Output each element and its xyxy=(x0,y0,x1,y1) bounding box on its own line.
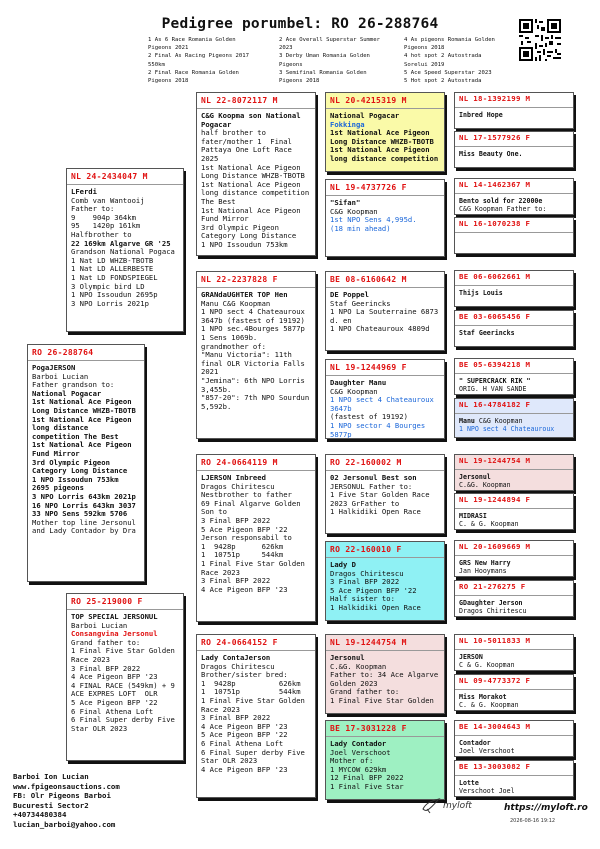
pigeon-notes: Joel Verschoot Mother of: 1 MYCOW 629km 12 Final BFP 2022 1 Final Five Star xyxy=(330,747,404,791)
breeder: Verschoot Joel xyxy=(459,786,515,795)
pigeon-name: Lady Contador xyxy=(330,739,387,748)
achievement-line: 5 Ace Speed Superstar 2023 xyxy=(404,69,492,76)
pigeon-highlight: 1st NPO Sens 4,995d. (18 min ahead) xyxy=(330,215,417,233)
ring-number: NL 18-1392199 M xyxy=(459,94,531,103)
mf-card[interactable] xyxy=(196,454,316,622)
pigeon-logo-icon xyxy=(421,797,441,815)
breeder: Barboi Lucian xyxy=(32,371,89,381)
fm-card[interactable] xyxy=(196,271,316,439)
pigeon-notes: Grandson National Pogaca 1 Nat LD WHZB-TBOTB 1 Nat LD ALLERBESTE 1 Nat LD FONDSPIEGEL 3 Olympic bird LD 1 NPO Issoudun 2695p 3 NPO Lorris 2021p xyxy=(71,247,175,308)
achievement-line: Pigeons 2018 xyxy=(148,78,189,85)
pigeon-name: Daughter Manu xyxy=(330,378,387,387)
pigeon-name: GRANdaUGHTER TOP Hen xyxy=(201,290,288,299)
pigeon-notes: ORIG. H VAN SANDE xyxy=(459,384,527,393)
ring-number: NL 16-4784182 F xyxy=(459,400,531,409)
breeder: C. & G. Koopman xyxy=(459,519,519,528)
achievement-line: 2 Ace Overall Superstar Summer xyxy=(279,37,381,43)
ring-number: BE 08-6160642 M xyxy=(330,275,407,284)
mmm-card[interactable] xyxy=(325,720,445,800)
achievement-line: Pigeons xyxy=(279,61,303,68)
breeder: Jan Hooymans xyxy=(459,566,507,575)
page-title: Pedigree porumbel: RO 26-288764 xyxy=(161,16,439,32)
pigeon-highlight: 1st National Ace Pigeon Long Distance WHZB-TBOTB xyxy=(32,397,136,415)
gen4-card-3[interactable] xyxy=(454,178,574,215)
gen4-card-8[interactable] xyxy=(454,398,574,438)
ring-number: BE 05-6394218 M xyxy=(459,360,531,369)
ring-number: BE 03-6065456 F xyxy=(459,312,531,321)
contact-info xyxy=(13,772,120,830)
gen4-card-7[interactable] xyxy=(454,358,574,395)
contact-email[interactable]: lucian_barboi@yahoo.com xyxy=(13,819,116,829)
achievement-line: 2 Final Race Romania Golden xyxy=(148,69,239,76)
footer-timestamp: 2026-08-16 19:12 xyxy=(510,818,556,824)
pigeon-highlight: 1 NPO Issoudun 753km 2695 pigeons xyxy=(32,474,119,493)
gen4-card-6[interactable] xyxy=(454,310,574,347)
pigeon-name: Inbred Hope xyxy=(459,110,503,119)
pigeon-highlight: 1 NPO sector 4 Bourges 5877p xyxy=(330,420,430,439)
ring-number: RO 24-0664152 F xyxy=(201,638,278,647)
pigeon-highlight: 1st National Ace Pigeon Long Distance WHZB-TBOTB 1st National Ace Pigeon long distance competition xyxy=(330,128,439,163)
pigeon-name: " SUPERCRACK RIK " xyxy=(459,376,531,385)
contact-phone: +40734480384 xyxy=(13,810,67,820)
ff-card[interactable] xyxy=(196,92,316,256)
pigeon-name: National Pogacar xyxy=(330,111,400,120)
gen4-card-2[interactable] xyxy=(454,131,574,168)
pigeon-name: PogaJERSON xyxy=(32,363,76,372)
pigeon-notes: Comb van Wantooij Father to: 9 904p 364km 95 1420p 161km Halfbrother to xyxy=(71,195,145,239)
pigeon-name: JERSON xyxy=(459,652,483,661)
pigeon-name: Staf Geerincks xyxy=(459,328,515,337)
pigeon-notes: Father grandson to: xyxy=(32,380,115,390)
pigeon-notes: Grand father to: 1 Final Five Star Golden Race 2023 3 Final BFP 2022 4 Ace Pigeon BFP '23 4 FINAL RACE (549km) + 9 ACE EXPRES LOFT OLR 5 Ace Pigeon BFP '22 6 Final Athena Loft 6 Final Super derby Five Star OLR 2023 xyxy=(71,637,175,733)
achievement-line: 4 As pigeons Romania Golden xyxy=(404,37,495,43)
gen4-card-11[interactable] xyxy=(454,540,574,577)
pigeon-highlight: National Pogacar xyxy=(32,388,102,398)
pigeon-highlight: 1 NPO sect 4 Chateauroux 3647b xyxy=(330,395,439,413)
pigeon-notes: JERSONUL Father to: 1 Five Star Golden Race 2023 GrFather to 1 Halkidiki Open Race xyxy=(330,481,430,517)
ring-number: NL 19-1244894 F xyxy=(459,495,531,504)
achievement-line: Sorelui 2019 xyxy=(404,61,445,68)
gen4-card-9[interactable] xyxy=(454,454,574,491)
gen4-card-5[interactable] xyxy=(454,270,574,307)
achievement-line: Pigeons 2018 xyxy=(279,78,320,85)
pigeon-name: GRS New Harry xyxy=(459,558,511,567)
achievement-line: 3 Semifinal Romania Golden xyxy=(279,69,367,76)
pigeon-highlight: 3rd Olympic Pigeon Category Long Distance xyxy=(32,457,128,476)
pigeon-name: Lady ContaJerson xyxy=(201,653,271,662)
ring-number: RO 25-219000 F xyxy=(71,597,143,606)
contact-website[interactable]: www.fpigeonsauctions.com xyxy=(13,781,120,791)
breeder: C&G Koopman xyxy=(478,416,523,425)
pigeon-notes: Dragos Chiritescu 3 Final BFP 2022 5 Ace Pigeon BFP '22 Half sister to: 1 Halkidiki Open Race xyxy=(330,568,421,612)
pigeon-name: Lady D xyxy=(330,560,356,569)
pigeon-name: LJERSON Inbreed xyxy=(201,473,266,482)
father-card[interactable] xyxy=(66,168,184,332)
ring-number: BE 14-3004643 M xyxy=(459,722,531,731)
mmf-card[interactable] xyxy=(325,634,445,714)
breeder: C. & G. Koopman xyxy=(459,700,519,709)
pigeon-name: Jersonul xyxy=(330,653,365,662)
ring-number: BE 06-6062661 M xyxy=(459,272,531,281)
contact-name: Barboi Ion Lucian xyxy=(13,772,89,781)
pigeon-highlight: 22 169km Algarve GR '25 xyxy=(71,238,171,248)
ring-number: NL 19-1244754 M xyxy=(459,456,531,465)
ring-number: RO 24-0664119 M xyxy=(201,458,278,467)
achievement-line: 550km xyxy=(148,61,165,68)
ring-number: NL 22-8072117 M xyxy=(201,96,278,105)
pigeon-highlight: 1 NPO sect 4 Chateauroux xyxy=(459,424,555,433)
contact-address: Bucuresti Sector2 xyxy=(13,800,89,810)
pigeon-name: Manu xyxy=(459,416,475,425)
fff-card[interactable] xyxy=(325,92,445,172)
pigeon-name: 02 Jersonul Best son xyxy=(330,473,417,482)
gen4-card-15[interactable] xyxy=(454,720,574,757)
pigeon-highlight: 1st National Ace Pigeon Fund Mirror xyxy=(32,440,132,458)
myloft-logo: myloft xyxy=(443,801,472,811)
ring-number: NL 14-1462367 M xyxy=(459,180,531,189)
pigeon-notes: Manu C&G Koopman 1 NPO sect 4 Chateauroux 3647b (fastest of 19192) 1 NPO sec.4Bourges 5877p 1 Sens 1069b. grandmother of: "Manu Victoria": 11th final OLR Victoria Falls 2021 "Jemina": 6th NPO Lorris 3,455b. "857-20": 7th NPO Sourdun 5,592b. xyxy=(201,298,310,411)
pigeon-name: Bento sold for 22000e xyxy=(459,196,543,205)
ring-number: NL 24-2434047 M xyxy=(71,172,148,181)
achievement-line: 3 Derby Uman Romania Golden xyxy=(279,53,370,60)
pigeon-notes: Mother top line Jersonul and Lady Contador by Dra xyxy=(32,517,141,536)
ffm-card[interactable] xyxy=(325,179,445,257)
mother-card[interactable] xyxy=(66,593,184,761)
pigeon-notes: (fastest of 19192) xyxy=(330,412,408,422)
gen4-card-13[interactable] xyxy=(454,634,574,671)
ring-number: RO 21-276275 F xyxy=(459,582,526,591)
ring-number: RO 22-160010 F xyxy=(330,545,402,554)
breeder: C&G Koopman xyxy=(330,206,378,216)
gen4-card-10[interactable] xyxy=(454,493,574,530)
ring-number: NL 17-1577926 F xyxy=(459,133,531,142)
achievement-line: 2 Final As Racing Pigeons 2017 xyxy=(148,53,250,60)
pigeon-name: C&G Koopma son National Pogacar xyxy=(201,111,301,129)
pigeon-notes: C&G Koopman Father to: xyxy=(459,204,547,213)
pigeon-highlight: 16 NPO Lorris 643km 3037 xyxy=(32,500,136,510)
achievement-line: 1 As 6 Race Romania Golden xyxy=(148,37,236,43)
ring-number: NL 09-4773372 F xyxy=(459,676,531,685)
ring-number: NL 19-1244969 F xyxy=(330,363,407,372)
ring-number: BE 13-3003082 F xyxy=(459,762,531,771)
gen4-card-14[interactable] xyxy=(454,674,574,711)
breeder: Barboi Lucian xyxy=(71,620,128,630)
pigeon-name: GDaughter Jerson xyxy=(459,598,523,607)
pigeon-name: MIDRASI xyxy=(459,511,487,520)
ring-number: NL 19-4737726 F xyxy=(330,183,407,192)
mm-card[interactable] xyxy=(196,634,316,798)
pigeon-notes: Staf Geerincks 1 NPO La Souterraine 6873 d. en 1 NPO Chateauroux 4809d xyxy=(330,298,439,334)
ring-number: NL 10-5011833 M xyxy=(459,636,531,645)
pigeon-name: Miss Beauty One. xyxy=(459,149,523,158)
achievements-col-3 xyxy=(404,36,516,85)
ring-number: NL 20-4215319 M xyxy=(330,96,407,105)
ring-number: RO 26-288764 xyxy=(32,348,94,357)
mff-card[interactable] xyxy=(325,454,445,534)
pigeon-name: Jersonul xyxy=(459,472,491,481)
achievement-line: 5 Hot spot 2 Autostrada xyxy=(404,78,482,85)
gen4-card-12[interactable] xyxy=(454,580,574,617)
pigeon-breeder: Fokkinga xyxy=(330,119,365,129)
breeder: Joel Verschoot xyxy=(459,746,515,755)
achievement-line: Pigeons 2021 xyxy=(148,45,189,52)
breeder: Dragos Chiritescu xyxy=(459,606,527,615)
gen4-card-4[interactable] xyxy=(454,217,574,254)
achievement-line: Pigeons 2018 xyxy=(404,45,445,52)
pigeon-notes: C.&G. Koopman Father to: 34 Ace Algarve Golden 2023 Grand father to: 1 Final Five Star Golden xyxy=(330,661,439,705)
fmm-card[interactable] xyxy=(325,359,445,439)
pigeon-notes: half brother to fater/mother 1 Final Pattaya One Loft Race 2025 1st National Ace Pigeon Long Distance WHZB-TBOTB 1st National Ace Pigeon long distance competition The Best 1st National Ace Pigeon Fund Mirror 3rd Olympic Pigeon Category Long Distance 1 NPO Issoudun 753km xyxy=(201,128,310,249)
gen4-card-1[interactable] xyxy=(454,92,574,129)
achievement-line: 2023 xyxy=(279,45,293,52)
pigeon-name: LFerdi xyxy=(71,187,97,196)
qr-code-icon xyxy=(519,19,561,61)
mfm-card[interactable] xyxy=(325,541,445,621)
fmf-card[interactable] xyxy=(325,271,445,351)
ring-number: NL 16-1070238 F xyxy=(459,219,531,228)
pigeon-name: DE Poppel xyxy=(330,290,369,299)
gen4-card-16[interactable] xyxy=(454,760,574,797)
main-pigeon-card[interactable] xyxy=(27,344,145,582)
ring-number: BE 17-3031228 F xyxy=(330,724,407,733)
pigeon-name: Contador xyxy=(459,738,491,747)
pigeon-highlight: 3 NPO Lorris 643km 2021p xyxy=(32,491,136,501)
pigeon-name: Thijs Louis xyxy=(459,288,503,297)
pigeon-highlight: 1st National Ace Pigeon long distance competition The Best xyxy=(32,414,132,441)
contact-facebook: FB: Olr Pigeons Barboi xyxy=(13,791,111,801)
pigeon-notes: Dragos Chiritescu Nestbrother to father 69 Final Algarve Golden Son to 3 Final BFP 2022 5 Ace Pigeon BFP '22 Jerson responsabil to 1 9428p 626km 1 10751p 544km 1 Final Five Star Golden Race 2023 3 Final BFP 2022 4 Ace Pigeon BFP '23 xyxy=(201,481,305,594)
ring-number: NL 20-1609669 M xyxy=(459,542,531,551)
breeder: C.&G. Koopman xyxy=(459,480,511,489)
pigeon-name: TOP SPECIAL JERSONUL xyxy=(71,612,158,621)
ring-number: NL 22-2237828 F xyxy=(201,275,278,284)
breeder: C&G Koopman xyxy=(330,386,378,396)
pigeon-highlight: Consangvina Jersonul xyxy=(71,629,158,639)
ring-number: NL 19-1244754 M xyxy=(330,638,407,647)
pigeon-name: Miss Morakot xyxy=(459,692,507,701)
achievements-col-1 xyxy=(148,36,274,85)
pigeon-name: "Sifan" xyxy=(330,198,361,207)
achievements-col-2 xyxy=(279,36,401,85)
ring-number: RO 22-160002 M xyxy=(330,458,402,467)
breeder: C & G. Koopman xyxy=(459,660,515,669)
pigeon-highlight: 33 NPO Sens 592km 5706 xyxy=(32,509,128,519)
footer-url[interactable]: https://myloft.ro xyxy=(504,803,588,813)
achievement-line: 4 hot spot 2 Autostrada xyxy=(404,53,482,60)
pigeon-notes: Dragos Chiritescu Brother/sister bred: 1 9428p 626km 1 10751p 544km 1 Final Five Star Golden Race 2023 3 Final BFP 2022 4 Ace Pigeon BFP '23 5 Ace Pigeon BFP '22 6 Final Athena Loft 6 Final Super derby Five Star OLR 2023 4 Ace Pigeon BFP '23 xyxy=(201,661,305,774)
pigeon-name: Lotte xyxy=(459,778,479,787)
